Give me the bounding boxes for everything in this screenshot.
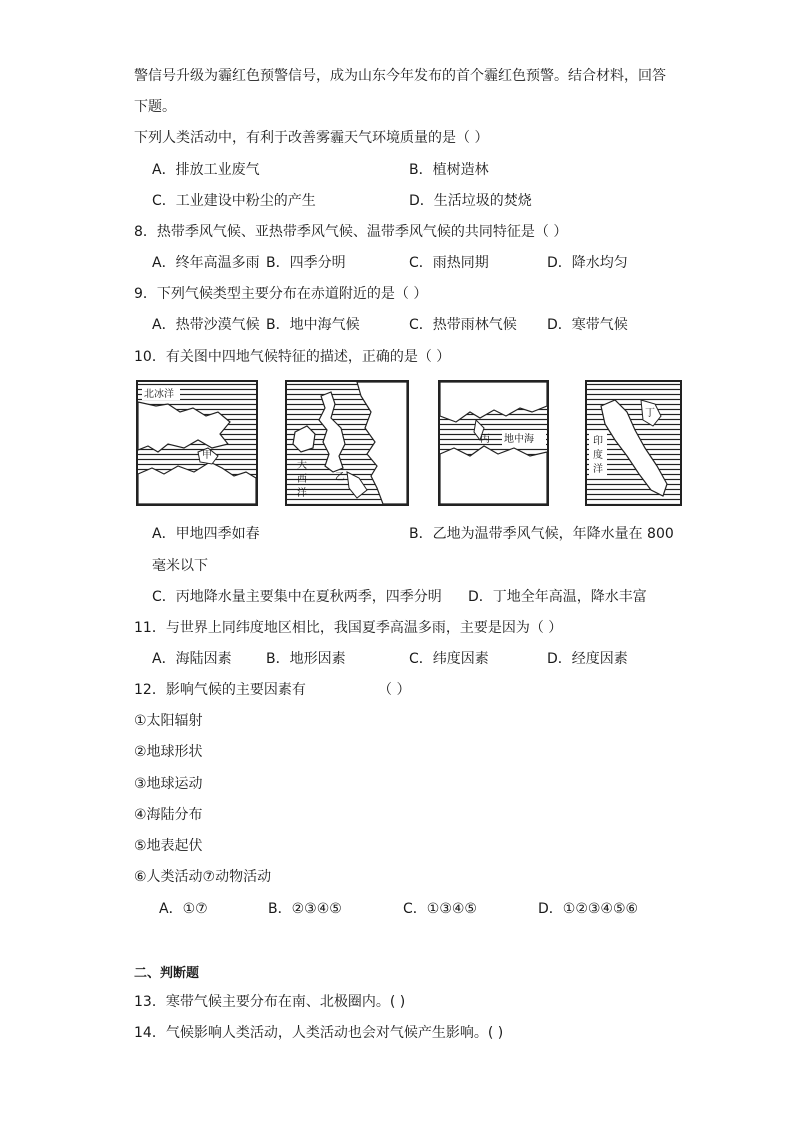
map-jia (136, 380, 258, 506)
map-yi (285, 380, 409, 506)
q9-option-c: C．热带雨林气候 (409, 317, 517, 333)
q12-option-b: B．②③④⑤ (268, 901, 342, 917)
q13-stem: 13．寒带气候主要分布在南、北极圈内。( ) (134, 994, 406, 1010)
q10-option-a: A．甲地四季如春 (152, 526, 260, 542)
q8-option-d: D．降水均匀 (547, 255, 628, 271)
map-ding-ocean-label-1: 印 (593, 436, 603, 447)
q7-option-c: C．工业建设中粉尘的产生 (152, 193, 316, 209)
q7-stem: 下列人类活动中，有利于改善雾霾天气环境质量的是（ ） (134, 130, 489, 146)
q12-item-1: ①太阳辐射 (134, 713, 203, 729)
q12-item-4: ④海陆分布 (134, 807, 203, 823)
q8-option-c: C．雨热同期 (409, 255, 489, 271)
q10-option-d: D．丁地全年高温，降水丰富 (468, 589, 647, 605)
q11-stem: 11．与世界上同纬度地区相比，我国夏季高温多雨，主要是因为（ ） (134, 620, 563, 636)
map-bing-place-label: 丙 (480, 434, 490, 445)
q12-item-5: ⑤地表起伏 (134, 838, 203, 854)
q12-answer-paren: （ ） (378, 682, 411, 698)
map-ding-ocean-label-2: 度 (593, 450, 603, 461)
map-yi-ocean-label-2: 西 (297, 474, 307, 485)
q7-option-a: A．排放工业废气 (152, 162, 260, 178)
q9-option-d: D．寒带气候 (547, 317, 628, 333)
q9-stem: 9．下列气候类型主要分布在赤道附近的是（ ） (134, 286, 428, 302)
q14-stem: 14．气候影响人类活动，人类活动也会对气候产生影响。( ) (134, 1025, 504, 1041)
q8-option-b: B．四季分明 (266, 255, 346, 271)
map-bing-sea-label: 地中海 (504, 434, 534, 445)
intro-line-1: 警信号升级为霾红色预警信号，成为山东今年发布的首个霾红色预警。结合材料，回答 (134, 68, 666, 84)
q12-stem: 12．影响气候的主要因素有 (134, 682, 306, 698)
q11-option-a: A．海陆因素 (152, 651, 232, 667)
map-yi-ocean-label-3: 洋 (297, 488, 307, 499)
intro-line-2: 下题。 (134, 99, 176, 115)
q10-option-b: B．乙地为温带季风气候，年降水量在 800 (409, 526, 674, 542)
q12-option-a: A．①⑦ (159, 901, 208, 917)
map-ding (585, 380, 682, 506)
q9-option-b: B．地中海气候 (266, 317, 360, 333)
map-ding-place-label: 丁 (645, 408, 655, 419)
q12-item-2: ②地球形状 (134, 744, 203, 760)
q12-item-3: ③地球运动 (134, 776, 203, 792)
map-jia-place-label: 甲 (202, 450, 212, 461)
q9-option-a: A．热带沙漠气候 (152, 317, 260, 333)
q10-stem: 10．有关图中四地气候特征的描述，正确的是（ ） (134, 349, 451, 365)
q7-option-b: B．植树造林 (409, 162, 489, 178)
map-jia-ocean-label: 北冰洋 (144, 389, 174, 400)
q12-option-c: C．①③④⑤ (403, 901, 477, 917)
q10-option-c: C．丙地降水量主要集中在夏秋两季，四季分明 (152, 589, 442, 605)
map-ding-ocean-label-3: 洋 (593, 464, 603, 475)
q7-option-d: D．生活垃圾的焚烧 (409, 193, 532, 209)
q8-option-a: A．终年高温多雨 (152, 255, 260, 271)
q10-option-b-cont: 毫米以下 (152, 558, 208, 574)
q11-option-b: B．地形因素 (266, 651, 346, 667)
q8-stem: 8．热带季风气候、亚热带季风气候、温带季风气候的共同特征是（ ） (134, 224, 568, 240)
q11-option-c: C．纬度因素 (409, 651, 489, 667)
map-bing (438, 380, 549, 506)
q11-option-d: D．经度因素 (547, 651, 628, 667)
q12-option-d: D．①②③④⑤⑥ (538, 901, 639, 917)
map-yi-ocean-label-1: 大 (297, 460, 307, 471)
q12-item-6: ⑥人类活动⑦动物活动 (134, 869, 272, 885)
map-yi-place-label: 乙 (335, 472, 345, 483)
section-heading-judgment: 二、判断题 (134, 966, 200, 981)
